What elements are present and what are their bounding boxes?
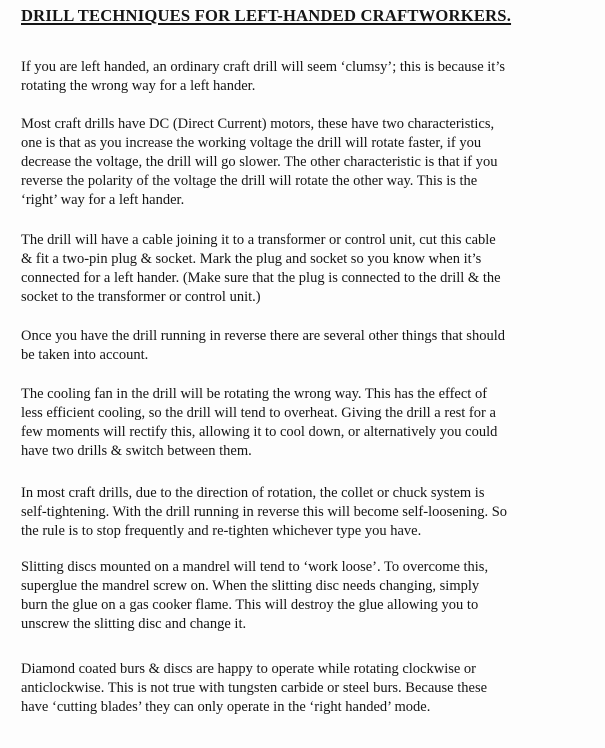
text-line: have two drills & switch between them. [21,443,252,459]
text-line: & fit a two-pin plug & socket. Mark the plug and socket so you know when it’s [21,251,482,267]
text-line: the rule is to stop frequently and re-tighten whichever type you have. [21,523,422,539]
text-line: anticlockwise. This is not true with tungsten carbide or steel burs. Because these [21,680,488,696]
text-line: Slitting discs mounted on a mandrel will tend to ‘work loose’. To overcome this, [21,559,489,575]
text-line: Diamond coated burs & discs are happy to operate while rotating clockwise or [21,661,477,677]
text-line: few moments will rectify this, allowing it to cool down, or alternatively you could [21,424,498,440]
text-line: self-tightening. With the drill running in reverse this will become self-loosening. So [21,504,508,520]
paragraph-cable-plug [21,231,599,307]
text-line: Most craft drills have DC (Direct Current) motors, these have two characteristics, [21,116,495,132]
text-line: The cooling fan in the drill will be rotating the wrong way. This has the effect of [21,386,488,402]
text-line: less efficient cooling, so the drill will tend to overheat. Giving the drill a rest for a [21,405,496,421]
text-line: Once you have the drill running in reverse there are several other things that should [21,328,505,344]
text-line: socket to the transformer or control unit.) [21,289,261,305]
text-line: rotating the wrong way for a left hander. [21,78,256,94]
text-line: The drill will have a cable joining it to a transformer or control unit, cut this cable [21,232,496,248]
text-line: If you are left handed, an ordinary craft drill will seem ‘clumsy’; this is because it’s [21,59,505,75]
text-line: superglue the mandrel screw on. When the slitting disc needs changing, simply [21,578,480,594]
paragraph-cooling-fan [21,385,599,461]
text-line: reverse the polarity of the voltage the drill will rotate the other way. This is the [21,173,478,189]
paragraph-dc-motors [21,115,599,210]
text-line: connected for a left hander. (Make sure that the plug is connected to the drill & the [21,270,501,286]
text-line: In most craft drills, due to the direction of rotation, the collet or chuck system is [21,485,485,501]
text-line: decrease the voltage, the drill will go slower. The other characteristic is that if you [21,154,498,170]
text-line: have ‘cutting blades’ they can only operate in the ‘right handed’ mode. [21,699,431,715]
text-line: one is that as you increase the working voltage the drill will rotate faster, if you [21,135,482,151]
paragraph-slitting-discs [21,558,599,634]
paragraph-collet-chuck [21,484,599,541]
paragraph-running-reverse [21,327,599,365]
text-line: be taken into account. [21,347,149,363]
text-line: unscrew the slitting disc and change it. [21,616,247,632]
text-line: ‘right’ way for a left hander. [21,192,185,208]
text-line: burn the glue on a gas cooker flame. This will destroy the glue allowing you to [21,597,479,613]
paragraph-diamond-burs [21,660,599,717]
paragraph-left-handed-intro [21,58,599,96]
document-title: DRILL TECHNIQUES FOR LEFT-HANDED CRAFTWORKERS. [21,6,512,25]
